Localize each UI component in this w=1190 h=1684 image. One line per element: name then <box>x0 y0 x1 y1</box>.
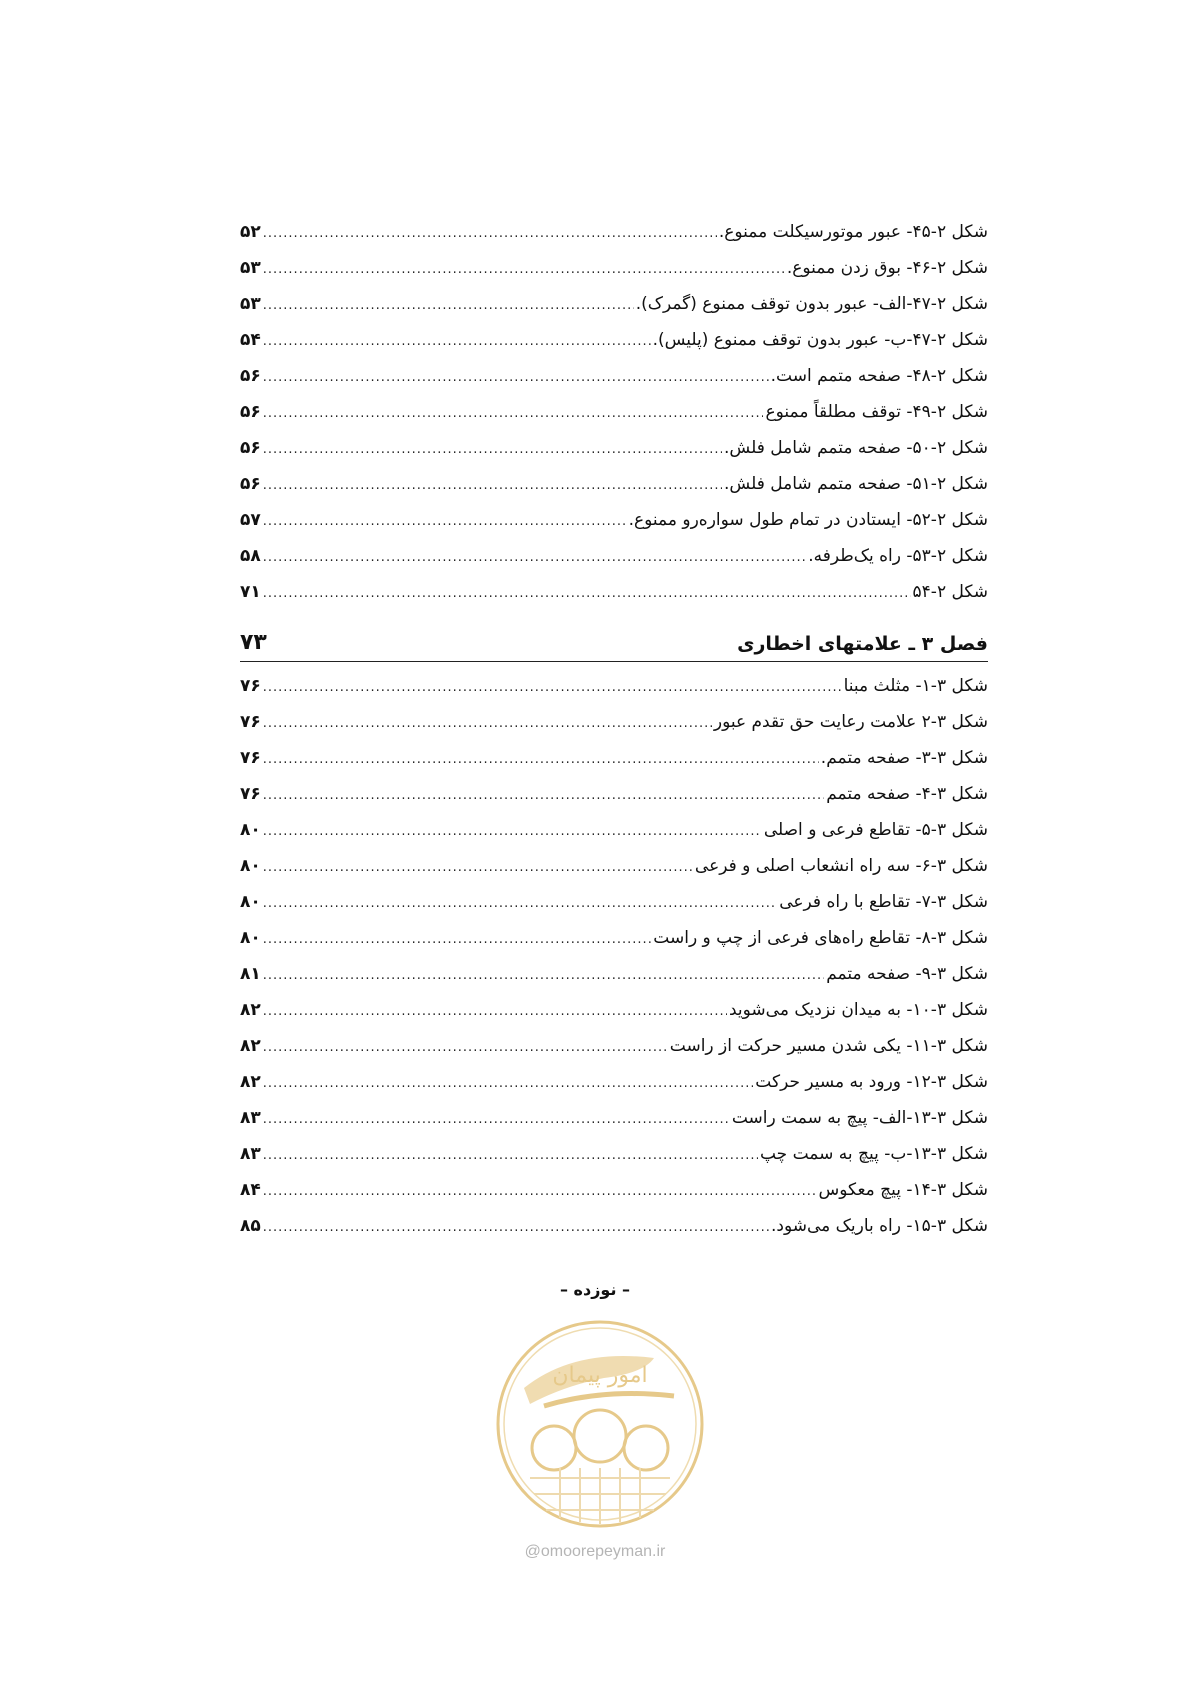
watermark-site[interactable]: @omoorepeyman.ir <box>524 1543 666 1560</box>
toc-entry[interactable] <box>240 848 988 884</box>
toc-entry-page: ۸۳ <box>240 1144 261 1164</box>
table-of-contents <box>240 214 988 1244</box>
toc-entry-title: شکل ۲-۴۹- توقف مطلقاً ممنوع <box>765 402 988 422</box>
dot-leader <box>263 958 824 994</box>
dot-leader <box>263 288 634 324</box>
dot-leader <box>263 216 717 252</box>
dot-leader <box>263 850 693 886</box>
dot-leader <box>263 994 727 1030</box>
toc-entry-title: شکل ۲-۴۷-الف- عبور بدون توقف ممنوع (گمرک). <box>635 294 988 314</box>
toc-entry[interactable] <box>240 502 988 538</box>
dot-leader <box>263 396 764 432</box>
dot-leader <box>263 504 627 540</box>
dot-leader <box>263 886 777 922</box>
toc-entry-page: ۸۱ <box>240 964 261 984</box>
toc-entry[interactable] <box>240 668 988 704</box>
toc-entry[interactable] <box>240 1172 988 1208</box>
toc-entry-title: شکل ۲-۴۶- بوق زدن ممنوع. <box>786 258 988 278</box>
toc-entry-title: شکل ۳-۵- تقاطع فرعی و اصلی <box>763 820 988 840</box>
toc-entry-page: ۸۰ <box>240 856 261 876</box>
toc-entry-page: ۵۶ <box>240 402 261 422</box>
toc-entry-title: شکل ۳-۸- تقاطع راه‌های فرعی از چپ و راست <box>653 928 988 948</box>
toc-entry-page: ۷۶ <box>240 748 261 768</box>
dot-leader <box>263 252 785 288</box>
toc-entry[interactable] <box>240 394 988 430</box>
toc-entry-title: شکل ۳-۴- صفحه متمم <box>826 784 988 804</box>
dot-leader <box>263 1174 817 1210</box>
toc-entry-title: شکل ۳-۱۵- راه باریک می‌شود. <box>771 1216 988 1236</box>
toc-entry[interactable] <box>240 956 988 992</box>
dot-leader <box>263 576 911 612</box>
toc-entry-title: شکل ۳-۷- تقاطع با راه فرعی <box>779 892 988 912</box>
toc-group-chapter-3 <box>240 668 988 1244</box>
toc-entry[interactable] <box>240 466 988 502</box>
toc-entry[interactable] <box>240 1100 988 1136</box>
toc-entry-page: ۸۵ <box>240 1216 261 1236</box>
dot-leader <box>263 670 842 706</box>
toc-entry-page: ۵۸ <box>240 546 261 566</box>
chapter-page-number: ۷۳ <box>240 630 267 655</box>
dot-leader <box>263 360 769 396</box>
dot-leader <box>263 540 806 576</box>
toc-entry[interactable] <box>240 776 988 812</box>
toc-entry-title: شکل ۳-۱۱- یکی شدن مسیر حرکت از راست <box>669 1036 988 1056</box>
dot-leader <box>263 922 652 958</box>
toc-entry[interactable] <box>240 538 988 574</box>
toc-entry-title: شکل ۳-۳- صفحه متمم. <box>820 748 988 768</box>
toc-entry[interactable] <box>240 704 988 740</box>
toc-entry-page: ۸۰ <box>240 892 261 912</box>
toc-entry[interactable] <box>240 992 988 1028</box>
watermark-brand: امور پیمان <box>552 1363 648 1388</box>
toc-entry-title: شکل ۳-۶- سه راه انشعاب اصلی و فرعی <box>694 856 988 876</box>
toc-entry-title: شکل ۳-۱۳-الف- پیچ به سمت راست <box>731 1108 988 1128</box>
toc-entry-title: شکل ۲-۴۵- عبور موتورسیکلت ممنوع. <box>718 222 988 242</box>
toc-entry[interactable] <box>240 214 988 250</box>
toc-entry-title: شکل ۳-۲ علامت رعایت حق تقدم عبور <box>713 712 988 732</box>
page-footer-number: – نوزده – <box>559 1280 631 1299</box>
toc-entry-page: ۵۶ <box>240 438 261 458</box>
toc-entry-page: ۵۴ <box>240 330 261 350</box>
dot-leader <box>263 706 712 742</box>
toc-entry[interactable] <box>240 920 988 956</box>
toc-entry[interactable] <box>240 1028 988 1064</box>
chapter-title: فصل ۳ ـ علامتهای اخطاری <box>737 633 988 655</box>
toc-entry-title: شکل ۳-۱۰- به میدان نزدیک می‌شوید <box>728 1000 988 1020</box>
toc-entry-title: شکل ۳-۱۴- پیچ معکوس <box>818 1180 988 1200</box>
toc-entry[interactable] <box>240 1136 988 1172</box>
toc-entry[interactable] <box>240 812 988 848</box>
toc-entry[interactable] <box>240 884 988 920</box>
dot-leader <box>263 432 722 468</box>
toc-entry-title: شکل ۲-۴۷-ب- عبور بدون توقف ممنوع (پلیس). <box>652 330 988 350</box>
toc-entry[interactable] <box>240 322 988 358</box>
toc-entry[interactable] <box>240 430 988 466</box>
toc-entry[interactable] <box>240 286 988 322</box>
toc-entry-page: ۸۰ <box>240 820 261 840</box>
toc-entry-title: شکل ۳-۱- مثلث مبنا <box>843 676 988 696</box>
dot-leader <box>263 814 762 850</box>
toc-entry-page: ۵۶ <box>240 366 261 386</box>
dot-leader <box>263 778 824 814</box>
toc-group-chapter-2 <box>240 214 988 610</box>
toc-entry-page: ۸۲ <box>240 1072 261 1092</box>
toc-entry-title: شکل ۲-۵۰- صفحه متمم شامل فلش. <box>724 438 988 458</box>
toc-entry[interactable] <box>240 1208 988 1244</box>
toc-entry-page: ۷۶ <box>240 712 261 732</box>
toc-entry-title: شکل ۲-۵۲- ایستادن در تمام طول سواره‌رو ممنوع. <box>628 510 988 530</box>
toc-entry-page: ۵۷ <box>240 510 261 530</box>
toc-entry-page: ۸۴ <box>240 1180 261 1200</box>
toc-entry[interactable] <box>240 740 988 776</box>
dot-leader <box>263 1210 769 1246</box>
toc-entry-page: ۷۶ <box>240 676 261 696</box>
toc-entry-page: ۵۳ <box>240 258 261 278</box>
dot-leader <box>263 468 722 504</box>
toc-entry-title: شکل ۳-۱۲- ورود به مسیر حرکت <box>755 1072 988 1092</box>
dot-leader <box>263 1138 758 1174</box>
toc-entry[interactable] <box>240 250 988 286</box>
dot-leader <box>263 324 651 360</box>
dot-leader <box>263 1102 730 1138</box>
toc-entry-title: شکل ۲-۴۸- صفحه متمم است. <box>770 366 988 386</box>
toc-entry-page: ۸۰ <box>240 928 261 948</box>
toc-entry-page: ۷۱ <box>240 582 261 602</box>
toc-entry[interactable] <box>240 358 988 394</box>
toc-entry-title: شکل ۲-۵۴ <box>912 582 988 602</box>
watermark-logo <box>494 1318 706 1530</box>
toc-entry-title: شکل ۳-۱۳-ب- پیچ به سمت چپ <box>759 1144 988 1164</box>
toc-entry-title: شکل ۲-۵۱- صفحه متمم شامل فلش. <box>724 474 988 494</box>
toc-entry-page: ۸۲ <box>240 1000 261 1020</box>
toc-entry-page: ۸۲ <box>240 1036 261 1056</box>
toc-entry[interactable] <box>240 1064 988 1100</box>
dot-leader <box>263 742 819 778</box>
toc-entry-title: شکل ۳-۹- صفحه متمم <box>826 964 988 984</box>
toc-entry-title: شکل ۲-۵۳- راه یک‌طرفه. <box>808 546 988 566</box>
dot-leader <box>263 1066 754 1102</box>
toc-entry-page: ۷۶ <box>240 784 261 804</box>
toc-entry-page: ۵۲ <box>240 222 261 242</box>
toc-entry[interactable] <box>240 574 988 610</box>
dot-leader <box>263 1030 668 1066</box>
chapter-heading[interactable] <box>240 610 988 662</box>
toc-entry-page: ۸۳ <box>240 1108 261 1128</box>
toc-entry-page: ۵۳ <box>240 294 261 314</box>
toc-entry-page: ۵۶ <box>240 474 261 494</box>
